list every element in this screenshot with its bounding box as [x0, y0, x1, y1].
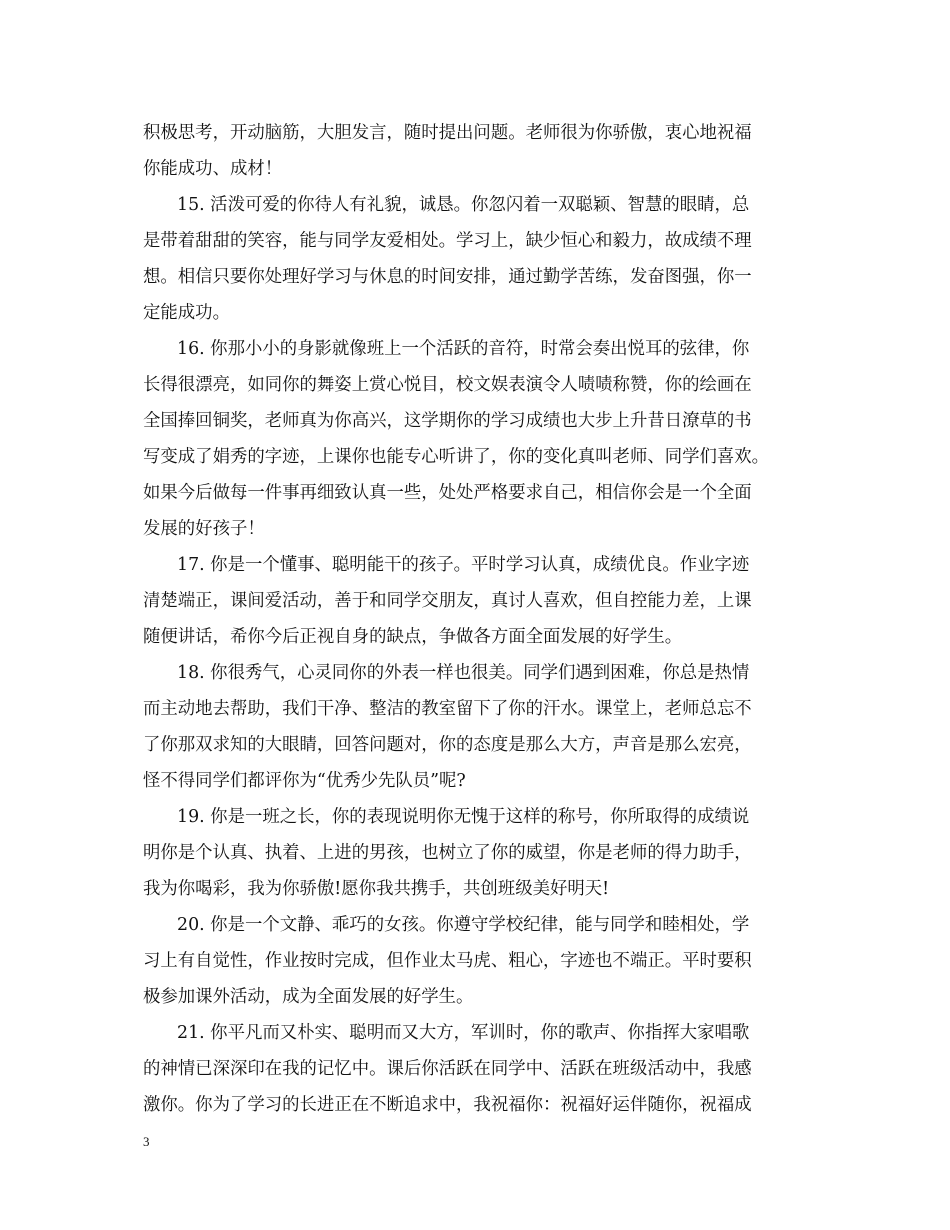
- text-line: 长得很漂亮，如同你的舞姿上赏心悦目，校文娱表演令人啧啧称赞，你的绘画在: [143, 375, 752, 395]
- text-line: 怪不得同学们都评你为“优秀少先队员”呢?: [143, 771, 466, 791]
- paragraph-first-line: 17. 你是一个懂事、聪明能干的孩子。平时学习认真，成绩优良。作业字迹: [177, 555, 750, 575]
- text-line: 而主动地去帮助，我们干净、整洁的教室留下了你的汗水。课堂上，老师总忘不: [143, 699, 752, 719]
- text-line: 随便讲话，希你今后正视自身的缺点，争做各方面全面发展的好学生。: [143, 627, 683, 647]
- text-line: 定能成功。: [143, 303, 230, 323]
- paragraph-first-line: 19. 你是一班之长，你的表现说明你无愧于这样的称号，你所取得的成绩说: [177, 807, 750, 827]
- paragraph-first-line: 18. 你很秀气，心灵同你的外表一样也很美。同学们遇到困难，你总是热情: [177, 663, 750, 683]
- text-line: 你能成功、成材！: [143, 159, 283, 179]
- text-line: 我为你喝彩，我为你骄傲!愿你我共携手，共创班级美好明天!: [143, 879, 610, 899]
- document-body: [143, 115, 823, 1123]
- text-line: 的神情已深深印在我的记忆中。课后你活跃在同学中、活跃在班级活动中，我感: [143, 1059, 752, 1079]
- text-line: 极参加课外活动，成为全面发展的好学生。: [143, 987, 474, 1007]
- text-line: 积极思考，开动脑筋，大胆发言，随时提出问题。老师很为你骄傲，衷心地祝福: [143, 123, 752, 143]
- paragraph-first-line: 16. 你那小小的身影就像班上一个活跃的音符，时常会奏出悦耳的弦律，你: [177, 339, 750, 359]
- paragraph-first-line: 20. 你是一个文静、乖巧的女孩。你遵守学校纪律，能与同学和睦相处，学: [177, 915, 750, 935]
- text-line: 激你。你为了学习的长进正在不断追求中，我祝福你：祝福好运伴随你，祝福成: [143, 1095, 752, 1115]
- text-line: 写变成了娟秀的字迹，上课你也能专心听讲了，你的变化真叫老师、同学们喜欢。: [143, 447, 770, 467]
- text-line: 全国捧回铜奖，老师真为你高兴，这学期你的学习成绩也大步上升昔日潦草的书: [143, 411, 752, 431]
- paragraph-first-line: 15. 活泼可爱的你待人有礼貌，诚恳。你忽闪着一双聪颖、智慧的眼睛，总: [177, 195, 750, 215]
- text-line: 想。相信只要你处理好学习与休息的时间安排，通过勤学苦练，发奋图强，你一: [143, 267, 752, 287]
- text-line: 明你是个认真、执着、上进的男孩，也树立了你的威望，你是老师的得力助手，: [143, 843, 752, 863]
- text-line: 如果今后做每一件事再细致认真一些，处处严格要求自己，相信你会是一个全面: [143, 483, 752, 503]
- text-line: 习上有自觉性，作业按时完成，但作业太马虎、粗心，字迹也不端正。平时要积: [143, 951, 752, 971]
- page-number: 3: [143, 1134, 150, 1149]
- text-line: 了你那双求知的大眼睛，回答问题对，你的态度是那么大方，声音是那么宏亮，: [143, 735, 752, 755]
- text-line: 是带着甜甜的笑容，能与同学友爱相处。学习上，缺少恒心和毅力，故成绩不理: [143, 231, 752, 251]
- text-line: 发展的好孩子！: [143, 519, 265, 539]
- paragraph-first-line: 21. 你平凡而又朴实、聪明而又大方，军训时，你的歌声、你指挥大家唱歌: [177, 1023, 750, 1043]
- text-line: 清楚端正，课间爱活动，善于和同学交朋友，真讨人喜欢，但自控能力差，上课: [143, 591, 752, 611]
